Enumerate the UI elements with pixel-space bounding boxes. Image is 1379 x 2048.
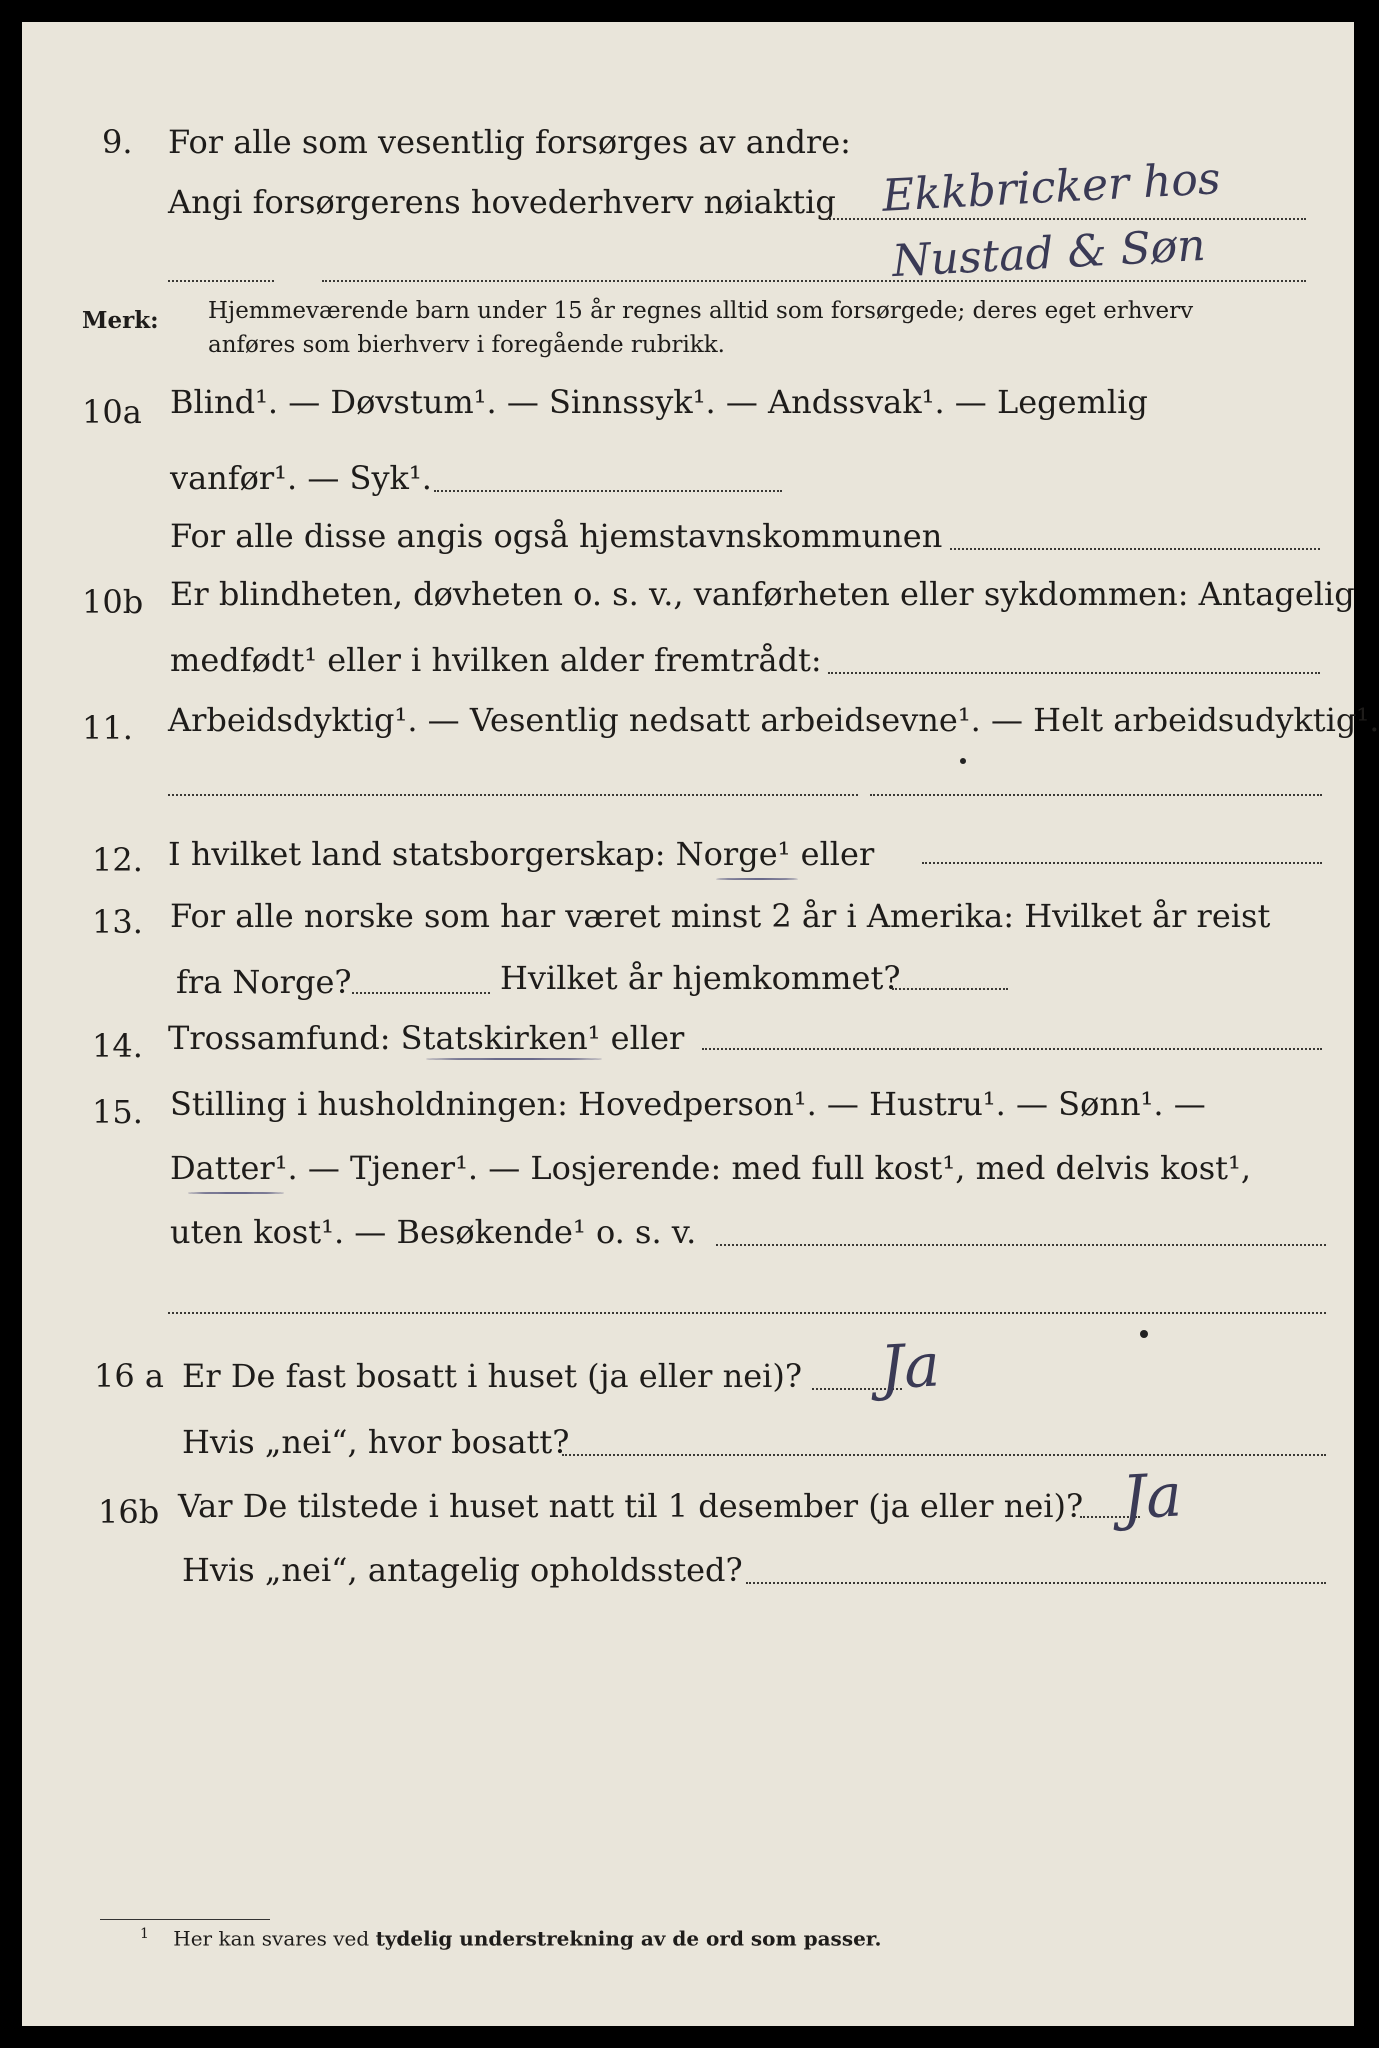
q16b-opholdssted-dotted-line [746, 1582, 1326, 1584]
q16b-line1: Var De tilstede i huset natt til 1 desember (ja eller nei)? [178, 1487, 1084, 1525]
q10a-line1: Blind¹. — Døvstum¹. — Sinnssyk¹. — Andssvak¹. — Legemlig [170, 383, 1148, 421]
ink-mark [1140, 1330, 1148, 1338]
q10b-number: 10b [82, 583, 144, 621]
ink-mark [960, 758, 966, 764]
q16a-bosatt-dotted-line [562, 1454, 1326, 1456]
q14-line1: Trossamfund: Statskirken¹ eller [168, 1019, 685, 1057]
q16a-number: 16 a [94, 1357, 164, 1395]
q16a-line2: Hvis „nei“, hvor bosatt? [182, 1423, 570, 1461]
q13-hjemkommet-dotted-line [892, 988, 1008, 990]
q13-line1: For alle norske som har været minst 2 år i Amerika: Hvilket år reist [170, 897, 1271, 935]
q11-number: 11. [82, 709, 133, 747]
q16a-handwritten-answer: Ja [878, 1330, 942, 1404]
q9-line2: Angi forsørgerens hovederhverv nøiaktig [168, 183, 836, 221]
q14-dotted-line [702, 1048, 1322, 1050]
q15-dotted-line [716, 1244, 1326, 1246]
footnote [140, 1926, 881, 1951]
q16b-handwritten-answer: Ja [1120, 1460, 1184, 1534]
q10b-dotted-line [828, 672, 1320, 674]
q11-line1: Arbeidsdyktig¹. — Vesentlig nedsatt arbeidsevne¹. — Helt arbeidsudyktig¹. [168, 701, 1379, 739]
q9-number: 9. [102, 123, 133, 161]
q12-norge-underline [716, 878, 798, 880]
q9-dotted-line-long [322, 280, 1306, 282]
footnote-rule [100, 1919, 270, 1920]
q13-line2b: Hvilket år hjemkommet? [500, 959, 901, 997]
q9-handwritten-answer-line2: Nustad & Søn [890, 219, 1207, 288]
q14-statskirken-underline [426, 1058, 602, 1060]
q10a-syk-dotted-line [434, 490, 782, 492]
q11-dotted-line-left [168, 794, 858, 796]
q15-dotted-line-2 [168, 1312, 1326, 1314]
q10a-line3: For alle disse angis også hjemstavnskommunen [170, 517, 943, 555]
merk-line2: anføres som bierhverv i foregående rubrikk. [208, 332, 725, 358]
q10b-line1: Er blindheten, døvheten o. s. v., vanførheten eller sykdommen: Antagelig [170, 575, 1355, 613]
q10b-line2: medfødt¹ eller i hvilken alder fremtrådt: [170, 641, 822, 679]
q10a-number: 10a [82, 393, 142, 431]
q12-dotted-line [922, 862, 1322, 864]
q9-handwritten-answer-line1: Ekkbricker hos [880, 153, 1222, 222]
q12-line1: I hvilket land statsborgerskap: Norge¹ eller [168, 835, 875, 873]
q13-line2a: fra Norge? [176, 963, 352, 1001]
footnote-text-plain: Her kan svares ved [173, 1926, 370, 1951]
merk-line1: Hjemmeværende barn under 15 år regnes alltid som forsørgede; deres eget erhverv [208, 298, 1194, 324]
q14-number: 14. [92, 1027, 143, 1065]
q10a-dotted-line [950, 548, 1320, 550]
census-form-page [22, 22, 1379, 2026]
q15-datter-underline [188, 1192, 284, 1194]
q13-number: 13. [92, 903, 143, 941]
q10a-line2: vanfør¹. — Syk¹. [170, 459, 432, 497]
q16a-line1: Er De fast bosatt i huset (ja eller nei)? [182, 1357, 803, 1395]
q9-dotted-line-short [168, 280, 274, 282]
q11-dotted-line-right [870, 794, 1322, 796]
q16b-number: 16b [98, 1493, 160, 1531]
merk-label: Merk: [82, 307, 159, 334]
q15-line2: Datter¹. — Tjener¹. — Losjerende: med full kost¹, med delvis kost¹, [170, 1149, 1252, 1187]
q15-line3: uten kost¹. — Besøkende¹ o. s. v. [170, 1213, 697, 1251]
footnote-marker: 1 [140, 1926, 149, 1942]
q16b-line2: Hvis „nei“, antagelig opholdssted? [182, 1551, 743, 1589]
q9-line1: For alle som vesentlig forsørges av andre: [168, 123, 851, 161]
q12-number: 12. [92, 841, 143, 879]
q15-line1: Stilling i husholdningen: Hovedperson¹. — Hustru¹. — Sønn¹. — [170, 1085, 1206, 1123]
footnote-text-bold: tydelig understrekning av de ord som passer. [375, 1926, 882, 1951]
q13-reist-dotted-line [352, 992, 490, 994]
q15-number: 15. [92, 1093, 143, 1131]
